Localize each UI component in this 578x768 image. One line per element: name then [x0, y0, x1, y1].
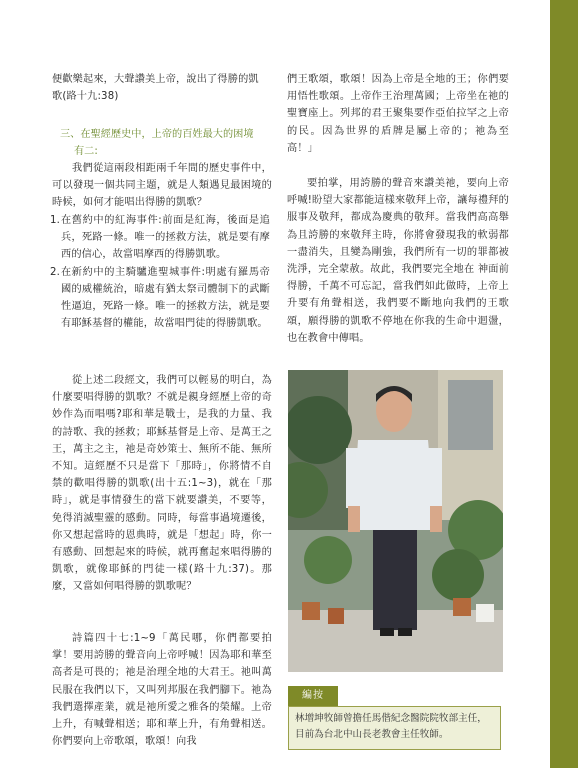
intro-line-1: 便歡樂起來，大聲讚美上帝，說出了得勝的凱	[52, 74, 259, 85]
left-para-3-block	[52, 630, 272, 750]
right-para-1-block	[287, 71, 509, 157]
left-paragraph-1: 我們從這兩段相距兩千年間的歷史事件中，可以發現一個共同主題，就是人類遇見最困境的時候，如何才能唱出得勝的凱歌？	[52, 163, 272, 209]
left-para-1-block	[52, 160, 272, 212]
left-paragraph-3: 詩篇四十七:1~9「萬民哪，你們都要拍掌！要用誇勝的聲音向上帝呼喊！因為耶和華至高者是可畏的；祂是治理全地的大君王。祂叫萬民服在我們以下，又叫列邦服在我們腳下。祂為我們選擇產業，就是祂所愛之雅各的榮耀。上帝上升，有喊聲相送；耶和華上升，有角聲相送。你們要向上帝歌頌，歌頌！向我	[52, 633, 272, 748]
intro-line-2: 歌(路十九:38)	[52, 91, 119, 103]
left-para-2-block	[52, 372, 272, 596]
section-heading	[60, 126, 272, 160]
section-heading-line-1: 三、在聖經歷史中，上帝的百姓最大的困境	[60, 129, 254, 140]
list-item-1-text: 在舊約中的紅海事件:前面是紅海，後面是追兵，死路一條。唯一的拯救方法，就是要有摩西的信心，故當唱摩西的得勝凱歌。	[61, 215, 270, 261]
right-para-2-block	[287, 175, 509, 347]
editor-note-text: 林增坤牧師曾擔任馬偕紀念醫院院牧部主任，目前為台北中山長老教會主任牧師。	[288, 706, 501, 750]
right-paragraph-1: 們王歌頌，歌頌！因為上帝是全地的王；你們要用悟性歌頌。上帝作王治理萬國；上帝坐在祂的聖寶座上。列邦的君王聚集要作亞伯拉罕之上帝的民。因為世界的盾牌是屬上帝的；祂為至高！」	[287, 74, 509, 154]
right-paragraph-2: 要拍掌，用誇勝的聲音來讚美祂，要向上帝呼喊!盼望大家都能這樣來敬拜上帝，讓每禮拜的服事及敬拜，都成為慶典的敬拜。當我們高高舉為且誇勝的來敬拜主時，你將會發現我的軟弱都一盡消失，且變為剛強，我們所有一切的罪都被洗淨，完全蒙赦。故此，我們要完全地在 神面前得勝，千萬不可忘記，當我們如此做時，上帝上升要有角聲相送，我們要不斷地向我們的王歌頌，願得勝的凱歌不停地在你我的生命中迴盪，也在教會中傳唱。	[287, 178, 509, 344]
list-item-2-text: 在新約中的主騎驢進聖城事件:明處有羅馬帝國的威權統治，暗處有猶太祭司體制下的武斷性逼迫，死路一條。唯一的拯救方法，就是要有耶穌基督的權能，故當唱門徒的得勝凱歌。	[61, 266, 270, 330]
editor-note-tag: 編按	[288, 686, 338, 706]
list-item-2	[52, 264, 270, 333]
left-paragraph-2: 從上述二段經文，我們可以輕易的明白，為什麼要唱得勝的凱歌？不就是親身經歷上帝的奇妙作為而唱嗎?耶和華是戰士，是我的力量、我的詩歌、我的拯救；耶穌基督是上帝、是萬王之王，萬主之主，祂是奇妙策士、無所不能、無所不知。這經歷不只是當下「那時」，你將情不自禁的歡唱得勝的凱歌(出十五:1~3)，就在「那時」，就是事情發生的當下就要讚美，不要等，免得消滅聖靈的感動。同時，每當事過境遷後，你又想起當時的恩典時，就是「想起」時，你一有感動、回想起來的時候，就再奮起來唱得勝的凱歌，就像耶穌的門徒一樣(路十九:37)。那麼，又當如何唱得勝的凱歌呢？	[52, 375, 272, 593]
list-block	[52, 212, 270, 332]
page-side-bar	[550, 0, 578, 768]
intro-text	[52, 71, 272, 105]
pastor-photo-illustration	[288, 370, 503, 672]
section-heading-line-2: 有二:	[74, 146, 98, 157]
list-item-1	[52, 212, 270, 264]
pastor-photo	[288, 370, 503, 672]
list-item-2-number: 2.	[50, 266, 61, 278]
editor-note	[288, 686, 503, 752]
list-item-1-number: 1.	[50, 215, 61, 226]
